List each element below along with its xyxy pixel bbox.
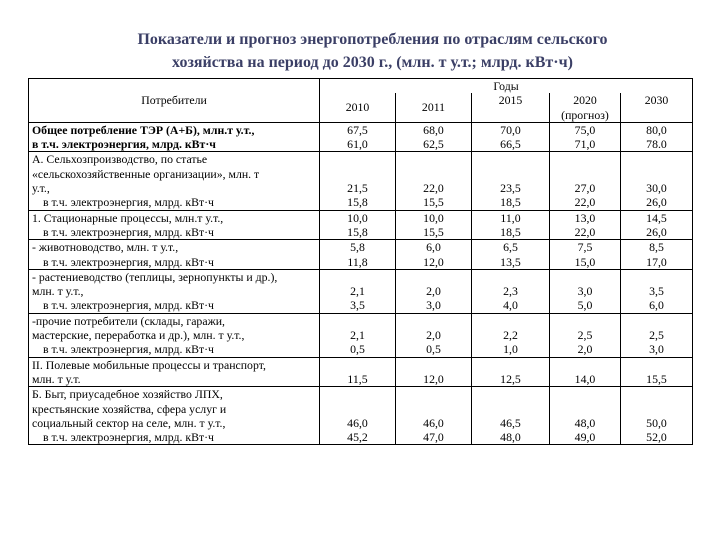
value-electricity: 71,0 [574,137,596,152]
value-electricity: 26,0 [646,224,667,239]
forecast-note: (прогноз) [561,107,609,122]
value-cell-2011 [396,240,472,270]
value-cell-2011 [396,122,472,152]
value: 14,5 [646,210,667,225]
value-electricity: 61,0 [347,137,368,152]
value: 15,5 [646,371,667,386]
year-2020: 2020 (прогноз) [550,93,621,122]
value-electricity: 15,5 [423,195,444,210]
value: 46,0 [423,415,444,430]
value-electricity: 15,5 [423,224,444,239]
value-electricity: 17,0 [646,254,667,269]
value: 3,5 [649,284,664,299]
value-cell-2010 [320,122,396,152]
value-electricity: 52,0 [646,430,667,445]
value-electricity: 18,5 [500,224,521,239]
header-row-years [29,79,693,94]
value: 22,0 [423,181,444,196]
year-2011: 2011 [396,93,472,122]
value-cell-2030 [621,387,693,445]
table-row [29,240,693,270]
consumer-line: - животноводство, млн. т у.т., [32,240,179,255]
energy-consumption-table [28,78,693,445]
value-cell-2011 [396,269,472,313]
value-cell-2015 [472,122,550,152]
value-cell-2015 [472,210,550,240]
consumer-line: Общее потребление ТЭР (А+Б), млн.т у.т., [32,122,255,137]
value-electricity: 3,0 [649,342,664,357]
value: 23,5 [500,181,521,196]
value: 21,5 [347,181,368,196]
value-cell-2030 [621,210,693,240]
table-row [29,210,693,240]
consumer-cell [29,122,320,152]
value-electricity: 62,5 [423,137,444,152]
value-electricity: 2,0 [577,342,593,357]
consumer-line: социальный сектор на селе, млн. т у.т., [32,415,226,430]
consumer-line: 1. Стационарные процессы, млн.т у.т., [32,210,224,225]
value: 2,0 [426,328,441,343]
consumer-cell [29,387,320,445]
consumer-line: млн. т у.т., [32,284,84,299]
value: 2,5 [577,328,593,343]
value: 80,0 [646,122,667,137]
value: 7,5 [577,240,593,255]
value-cell-2030 [621,357,693,387]
value-cell-2030 [621,269,693,313]
value: 6,0 [426,240,441,255]
value-cell-2010 [320,357,396,387]
consumer-line: в т.ч. электроэнергия, млрд. кВт·ч [32,137,216,152]
title-line-1: Показатели и прогноз энергопотребления по отраслям сельского [137,31,608,48]
value-cell-2030 [621,240,693,270]
value: 12,5 [500,371,521,386]
value: 3,0 [577,284,593,299]
table-row [29,122,693,152]
value-cell-2015 [472,269,550,313]
value: 2,3 [503,284,518,299]
consumer-line: в т.ч. электроэнергия, млрд. кВт·ч [43,254,214,269]
consumer-line: в т.ч. электроэнергия, млрд. кВт·ч [43,430,214,445]
value-cell-2020 [550,152,621,210]
value-electricity: 0,5 [350,342,365,357]
value: 27,0 [574,181,596,196]
value-electricity: 3,5 [350,298,365,313]
value-cell-2020 [550,357,621,387]
value: 67,5 [347,122,368,137]
consumers-header: Потребители [29,79,320,123]
value: 2,1 [350,284,365,299]
table-title [0,28,720,74]
value: 5,8 [350,240,365,255]
value-electricity: 49,0 [574,430,596,445]
value-cell-2010 [320,313,396,357]
value-cell-2011 [396,210,472,240]
value: 30,0 [646,181,667,196]
consumer-line: млн. т у.т. [32,371,81,386]
consumer-cell [29,313,320,357]
value: 2,0 [426,284,441,299]
value-electricity: 6,0 [649,298,664,313]
value: 68,0 [423,122,444,137]
value: 14,0 [574,371,596,386]
value-cell-2015 [472,357,550,387]
value-electricity: 4,0 [503,298,518,313]
table-row [29,387,693,445]
value-electricity: 47,0 [423,430,444,445]
value-cell-2010 [320,269,396,313]
value-electricity: 18,5 [500,195,521,210]
value-cell-2030 [621,313,693,357]
consumer-line: -прочие потребители (склады, гаражи, [32,313,225,328]
value-electricity: 15,8 [347,195,368,210]
value-electricity: 5,0 [577,298,593,313]
value-cell-2011 [396,152,472,210]
value-electricity: 45,2 [347,430,368,445]
value: 8,5 [649,240,664,255]
value-electricity: 78.0 [646,137,667,152]
consumer-line: А. Сельхозпроизводство, по статье [32,152,208,167]
value-cell-2010 [320,240,396,270]
value-electricity: 1,0 [503,342,518,357]
value-electricity: 22,0 [574,195,596,210]
value: 10,0 [423,210,444,225]
consumer-line: мастерские, переработка и др.), млн. т у.т., [32,328,245,343]
value-cell-2010 [320,210,396,240]
consumer-cell [29,357,320,387]
consumer-line: II. Полевые мобильные процессы и транспорт, [32,357,266,372]
table-row [29,313,693,357]
consumer-cell [29,269,320,313]
value: 48,0 [574,415,596,430]
value-electricity: 22,0 [574,224,596,239]
value: 2,5 [649,328,664,343]
value-cell-2020 [550,240,621,270]
table-row [29,269,693,313]
value-cell-2020 [550,122,621,152]
value: 11,0 [500,210,521,225]
consumer-line: - растениеводство (теплицы, зернопункты и др.), [32,269,278,284]
value: 2,1 [350,328,365,343]
value-electricity: 3,0 [426,298,441,313]
consumer-line: Б. Быт, приусадебное хозяйство ЛПХ, [32,387,223,402]
value-cell-2015 [472,387,550,445]
value: 46,5 [500,415,521,430]
value-cell-2020 [550,313,621,357]
value-electricity: 66,5 [500,137,521,152]
value: 12,0 [423,371,444,386]
consumer-line: в т.ч. электроэнергия, млрд. кВт·ч [43,195,214,210]
value-electricity: 12,0 [423,254,444,269]
value-cell-2011 [396,387,472,445]
consumer-line: в т.ч. электроэнергия, млрд. кВт·ч [43,298,214,313]
consumer-line: у.т., [32,181,50,196]
years-header: Годы [320,79,693,94]
value-cell-2011 [396,357,472,387]
consumer-cell [29,210,320,240]
consumer-line: «сельскохозяйственные организации», млн. т [32,166,260,181]
value-cell-2010 [320,152,396,210]
year-2015: 2015 [472,93,550,122]
value-electricity: 0,5 [426,342,441,357]
consumer-line: в т.ч. электроэнергия, млрд. кВт·ч [43,342,214,357]
value: 46,0 [347,415,368,430]
value-cell-2015 [472,240,550,270]
value-cell-2020 [550,210,621,240]
table-row [29,357,693,387]
value-cell-2015 [472,313,550,357]
value-cell-2030 [621,122,693,152]
value: 6,5 [503,240,518,255]
year-2010: 2010 [320,93,396,122]
value-cell-2030 [621,152,693,210]
value-electricity: 15,0 [574,254,596,269]
value: 75,0 [574,122,596,137]
value: 10,0 [347,210,368,225]
value-cell-2011 [396,313,472,357]
value-electricity: 48,0 [500,430,521,445]
value-cell-2010 [320,387,396,445]
title-line-2: хозяйства на период до 2030 г., (млн. т у.т.; млрд. кВт·ч) [172,54,573,71]
value: 11,5 [347,371,368,386]
year-2030: 2030 [621,93,693,122]
consumer-cell [29,152,320,210]
value-cell-2015 [472,152,550,210]
consumer-line: крестьянские хозяйства, сфера услуг и [32,401,227,416]
value-electricity: 13,5 [500,254,521,269]
value: 2,2 [503,328,518,343]
value-electricity: 26,0 [646,195,667,210]
table-row [29,152,693,210]
value-cell-2020 [550,387,621,445]
value-electricity: 11,8 [347,254,368,269]
consumer-line: в т.ч. электроэнергия, млрд. кВт·ч [43,224,214,239]
consumer-cell [29,240,320,270]
value: 50,0 [646,415,667,430]
value-cell-2020 [550,269,621,313]
value-electricity: 15,8 [347,224,368,239]
value: 70,0 [500,122,521,137]
value: 13,0 [574,210,596,225]
